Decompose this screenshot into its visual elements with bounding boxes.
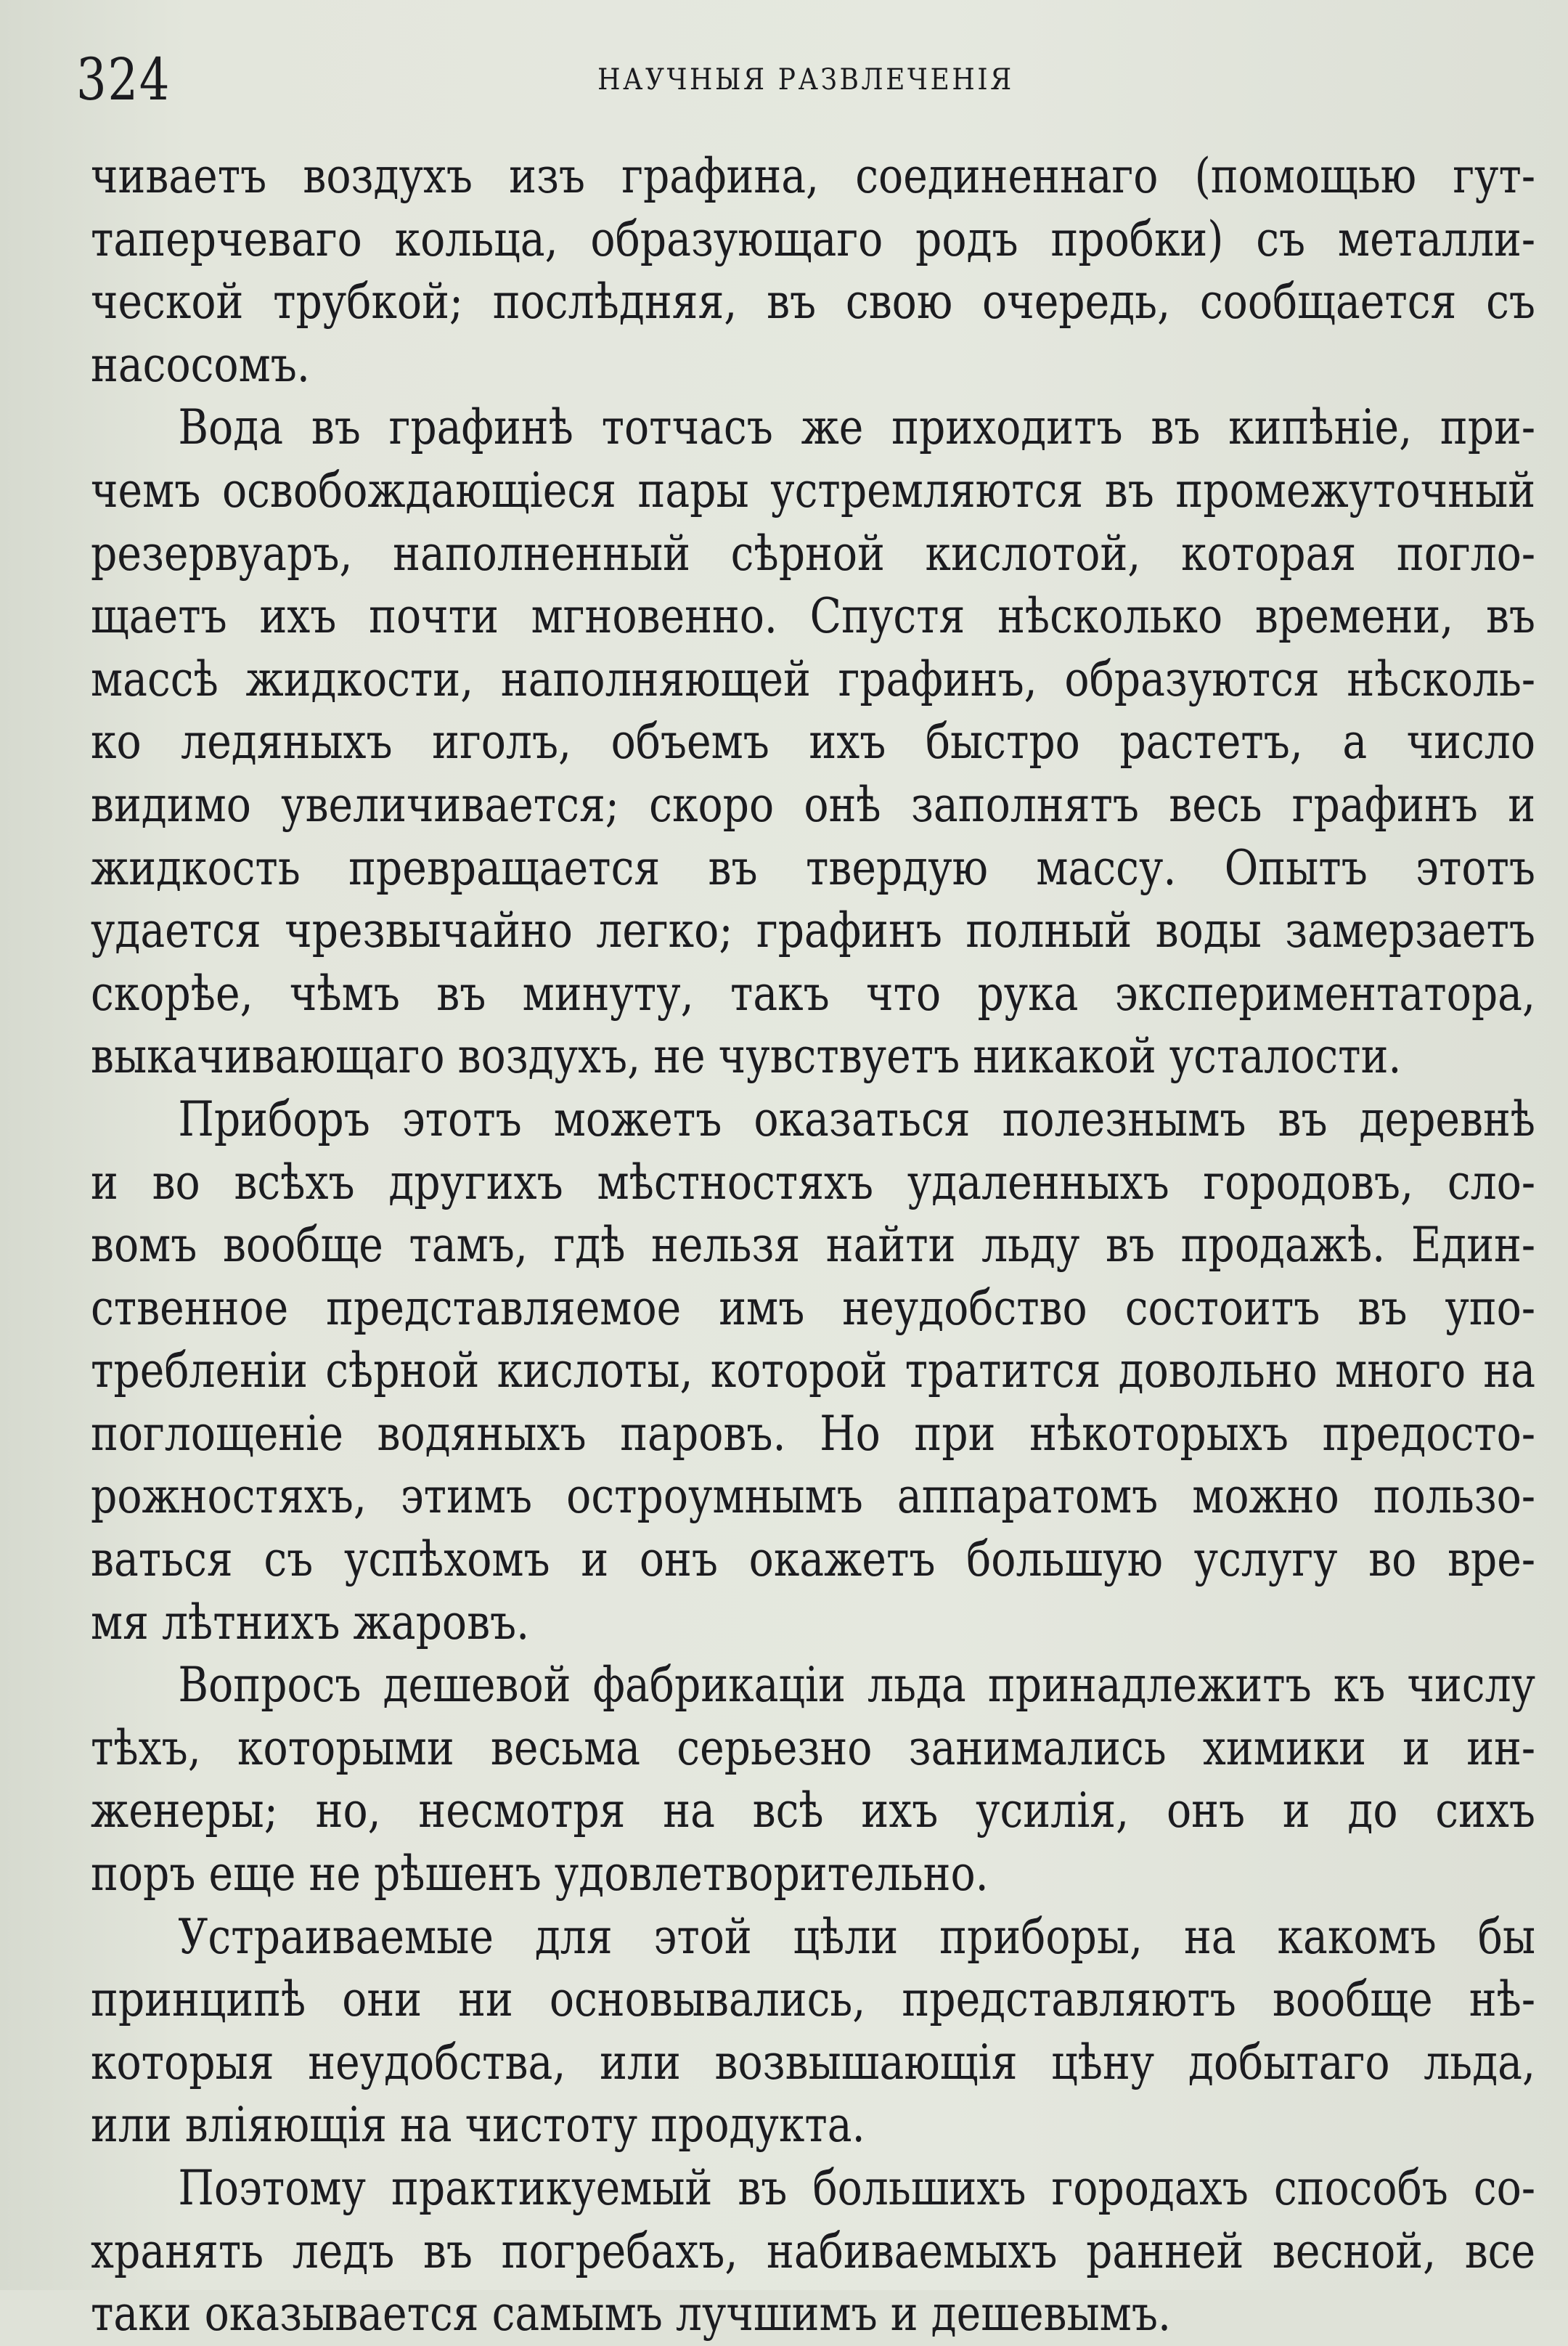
text-line: Вопросъ дешевой фабрикаціи льда принадлежитъ къ числу: [178, 1657, 1536, 1714]
text-line: ственное представляемое имъ неудобство состоитъ въ упо-: [91, 1279, 1536, 1336]
text-line: Приборъ этотъ можетъ оказаться полезнымъ въ деревнѣ: [178, 1091, 1536, 1147]
text-line: Устраиваемые для этой цѣли приборы, на какомъ бы: [178, 1908, 1536, 1965]
text-line: выкачивающаго воздухъ, не чувствуетъ никакой усталости.: [91, 1028, 1402, 1085]
paragraph: [91, 1906, 1535, 2157]
text-line: вомъ вообще тамъ, гдѣ нельзя найти льду въ продажѣ. Един-: [91, 1217, 1536, 1274]
text-line: хранять ледъ въ погребахъ, набиваемыхъ ранней весной, все: [91, 2223, 1536, 2279]
text-line: Вода въ графинѣ тотчасъ же приходитъ въ кипѣніе, при-: [178, 399, 1536, 456]
text-line: ческой трубкой; послѣдняя, въ свою очередь, сообщается съ: [91, 274, 1536, 330]
body-text: [91, 145, 1535, 2346]
text-line: резервуаръ, наполненный сѣрной кислотой, которая погло-: [91, 525, 1536, 582]
text-line: таперчеваго кольца, образующаго родъ пробки) съ металли-: [91, 211, 1536, 267]
text-line: насосомъ.: [91, 336, 310, 393]
text-line: ваться съ успѣхомъ и онъ окажетъ большую услугу во вре-: [91, 1531, 1536, 1588]
running-title: НАУЧНЫЯ РАЗВЛЕЧЕНІЯ: [597, 63, 1014, 97]
text-line: рожностяхъ, этимъ остроумнымъ аппаратомъ можно пользо-: [91, 1468, 1536, 1525]
text-line: щаетъ ихъ почти мгновенно. Спустя нѣсколько времени, въ: [91, 588, 1536, 645]
text-line: чиваетъ воздухъ изъ графина, соединеннаго (помощью гут-: [91, 148, 1536, 204]
text-line: таки оказывается самымъ лучшимъ и дешевымъ.: [91, 2286, 1171, 2342]
paragraph: [91, 1088, 1535, 1654]
text-line: требленіи сѣрной кислоты, которой тратится довольно много на: [91, 1343, 1536, 1399]
text-line: которыя неудобства, или возвышающія цѣну добытаго льда,: [91, 2034, 1536, 2090]
paragraph: [91, 2157, 1535, 2346]
text-line: тѣхъ, которыми весьма серьезно занимались химики и ин-: [91, 1719, 1536, 1776]
page-header: [76, 40, 1535, 120]
text-line: массѣ жидкости, наполняющей графинъ, образуются нѣсколь-: [91, 651, 1536, 707]
text-line: жидкость превращается въ твердую массу. Опытъ этотъ: [91, 839, 1536, 896]
text-line: чемъ освобождающіеся пары устремляются въ промежуточный: [91, 462, 1536, 518]
text-line: женеры; но, несмотря на всѣ ихъ усилія, онъ и до сихъ: [91, 1783, 1536, 1839]
text-line: видимо увеличивается; скоро онѣ заполнятъ весь графинъ и: [91, 776, 1536, 833]
text-line: поглощеніе водяныхъ паровъ. Но при нѣкоторыхъ предосто-: [91, 1405, 1536, 1462]
paragraph: [91, 1654, 1535, 1905]
paragraph: [91, 145, 1535, 396]
text-line: поръ еще не рѣшенъ удовлетворительно.: [91, 1846, 989, 1902]
text-line: Поэтому практикуемый въ большихъ городахъ способъ со-: [178, 2160, 1536, 2216]
text-line: принципѣ они ни основывались, представляютъ вообще нѣ-: [91, 1971, 1536, 2028]
text-line: скорѣе, чѣмъ въ минуту, такъ что рука экспериментатора,: [91, 965, 1536, 1022]
text-line: мя лѣтнихъ жаровъ.: [91, 1594, 530, 1650]
page-number: 324: [76, 46, 171, 113]
text-line: удается чрезвычайно легко; графинъ полный воды замерзаетъ: [91, 903, 1536, 959]
text-line: и во всѣхъ другихъ мѣстностяхъ удаленныхъ городовъ, сло-: [91, 1154, 1536, 1210]
paragraph: [91, 396, 1535, 1088]
text-line: или вліяющія на чистоту продукта.: [91, 2097, 865, 2154]
text-line: ко ледяныхъ иголъ, объемъ ихъ быстро растетъ, а число: [91, 714, 1536, 770]
